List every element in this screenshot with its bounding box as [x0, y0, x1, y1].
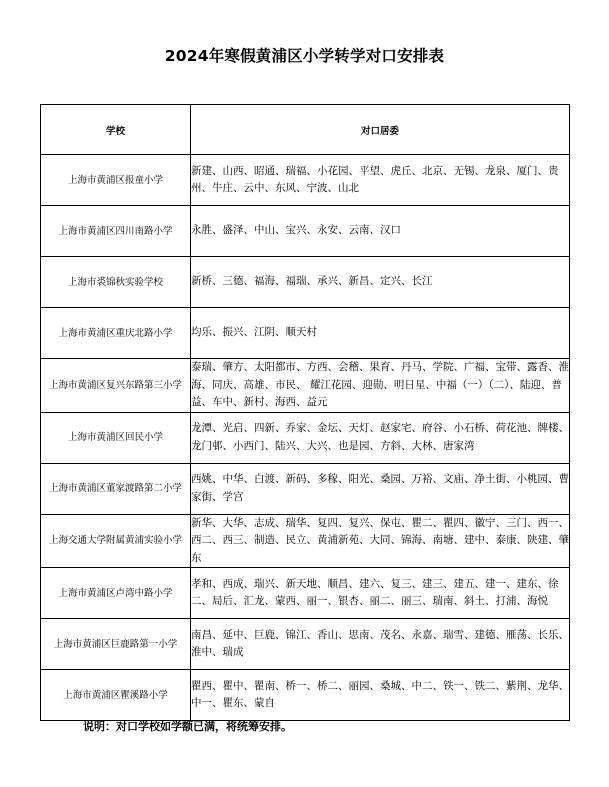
- assignment-table: [40, 104, 570, 721]
- school-name: 上海市黄浦区回民小学: [41, 412, 191, 463]
- table-row: [41, 568, 570, 619]
- area-list: 新建、山西、昭通、瑞福、小花园、平望、虎丘、北京、无锡、龙泉、厦门、贵州、牛庄、云中、东风、宁波、山北: [191, 155, 570, 206]
- school-name: 上海市黄浦区卢湾中路小学: [41, 568, 191, 619]
- school-name: 上海市黄浦区报童小学: [41, 155, 191, 206]
- area-list: 新桥、三德、福海、福瑞、承兴、新昌、定兴、长江: [191, 257, 570, 308]
- school-name: 上海市黄浦区瞿溪路小学: [41, 670, 191, 721]
- table-row: [41, 308, 570, 359]
- header-areas: 对口居委: [191, 105, 570, 155]
- footnote: 说明：对口学校如学额已满，将统筹安排。: [83, 720, 292, 733]
- school-name: 上海交通大学附属黄浦实验小学: [41, 514, 191, 568]
- area-list: 均乐、振兴、江阴、顺天村: [191, 308, 570, 359]
- area-list: 瞿西、瞿中、瞿南、桥一、桥二、丽园、桑城、中二、铁一、铁二、紫荆、龙华、中一、瞿东、蒙自: [191, 670, 570, 721]
- header-school: 学校: [41, 105, 191, 155]
- table-row: [41, 206, 570, 257]
- school-name: 上海市黄浦区复兴东路第三小学: [41, 359, 191, 413]
- area-list: 南昌、延中、巨鹿、锦江、香山、思南、茂名、永嘉、瑞雪、建德、雁荡、长乐、淮中、瑞成: [191, 619, 570, 670]
- school-name: 上海市黄浦区董家渡路第二小学: [41, 463, 191, 514]
- area-list: 西姚、中华、白渡、新码、多稼、阳光、桑园、万裕、文庙、净土街、小桃园、曹家街、学宫: [191, 463, 570, 514]
- school-name: 上海市裘锦秋实验学校: [41, 257, 191, 308]
- area-list: 泰瑞、肇方、太阳都市、方西、会稽、果育、丹马、学院、广福、宝带、露香、淮海、同庆、高雄、市民、 耀江花园、迎勋、明日星、中福（一）（二）、陆迎、普益、车中、新村、海西、益元: [191, 359, 570, 413]
- school-name: 上海市黄浦区四川南路小学: [41, 206, 191, 257]
- table-row: [41, 670, 570, 721]
- table-row: [41, 514, 570, 568]
- table-row: [41, 155, 570, 206]
- table-row: [41, 412, 570, 463]
- table-row: [41, 359, 570, 413]
- area-list: 永胜、盛泽、中山、宝兴、永安、云南、汉口: [191, 206, 570, 257]
- table-header-row: [41, 105, 570, 155]
- area-list: 龙潭、光启、四新、乔家、金坛、天灯、赵家宅、府谷、小石桥、荷花池、牌楼、龙门邨、小西门、陆兴、大兴、也是园、方斜、大林、唐家湾: [191, 412, 570, 463]
- page-title: 2024年寒假黄浦区小学转学对口安排表: [164, 47, 445, 65]
- area-list: 新华、大华、志成、瑞华、复四、复兴、保屯、瞿二、瞿四、徽宁、三门、西一、西二、西三、制造、民立、黄浦新苑、大同、锦海、南塘、建中、泰康、陕建、肇东: [191, 514, 570, 568]
- table-row: [41, 619, 570, 670]
- area-list: 孝和、西成、瑞兴、新天地、顺昌、建六、复三、建三、建五、建一、建东、徐二、局后、汇龙、蒙西、丽一、银杏、丽二、丽三、瑞南、斜土、打浦、海悦: [191, 568, 570, 619]
- table-row: [41, 463, 570, 514]
- school-name: 上海市黄浦区巨鹿路第一小学: [41, 619, 191, 670]
- school-name: 上海市黄浦区重庆北路小学: [41, 308, 191, 359]
- table-row: [41, 257, 570, 308]
